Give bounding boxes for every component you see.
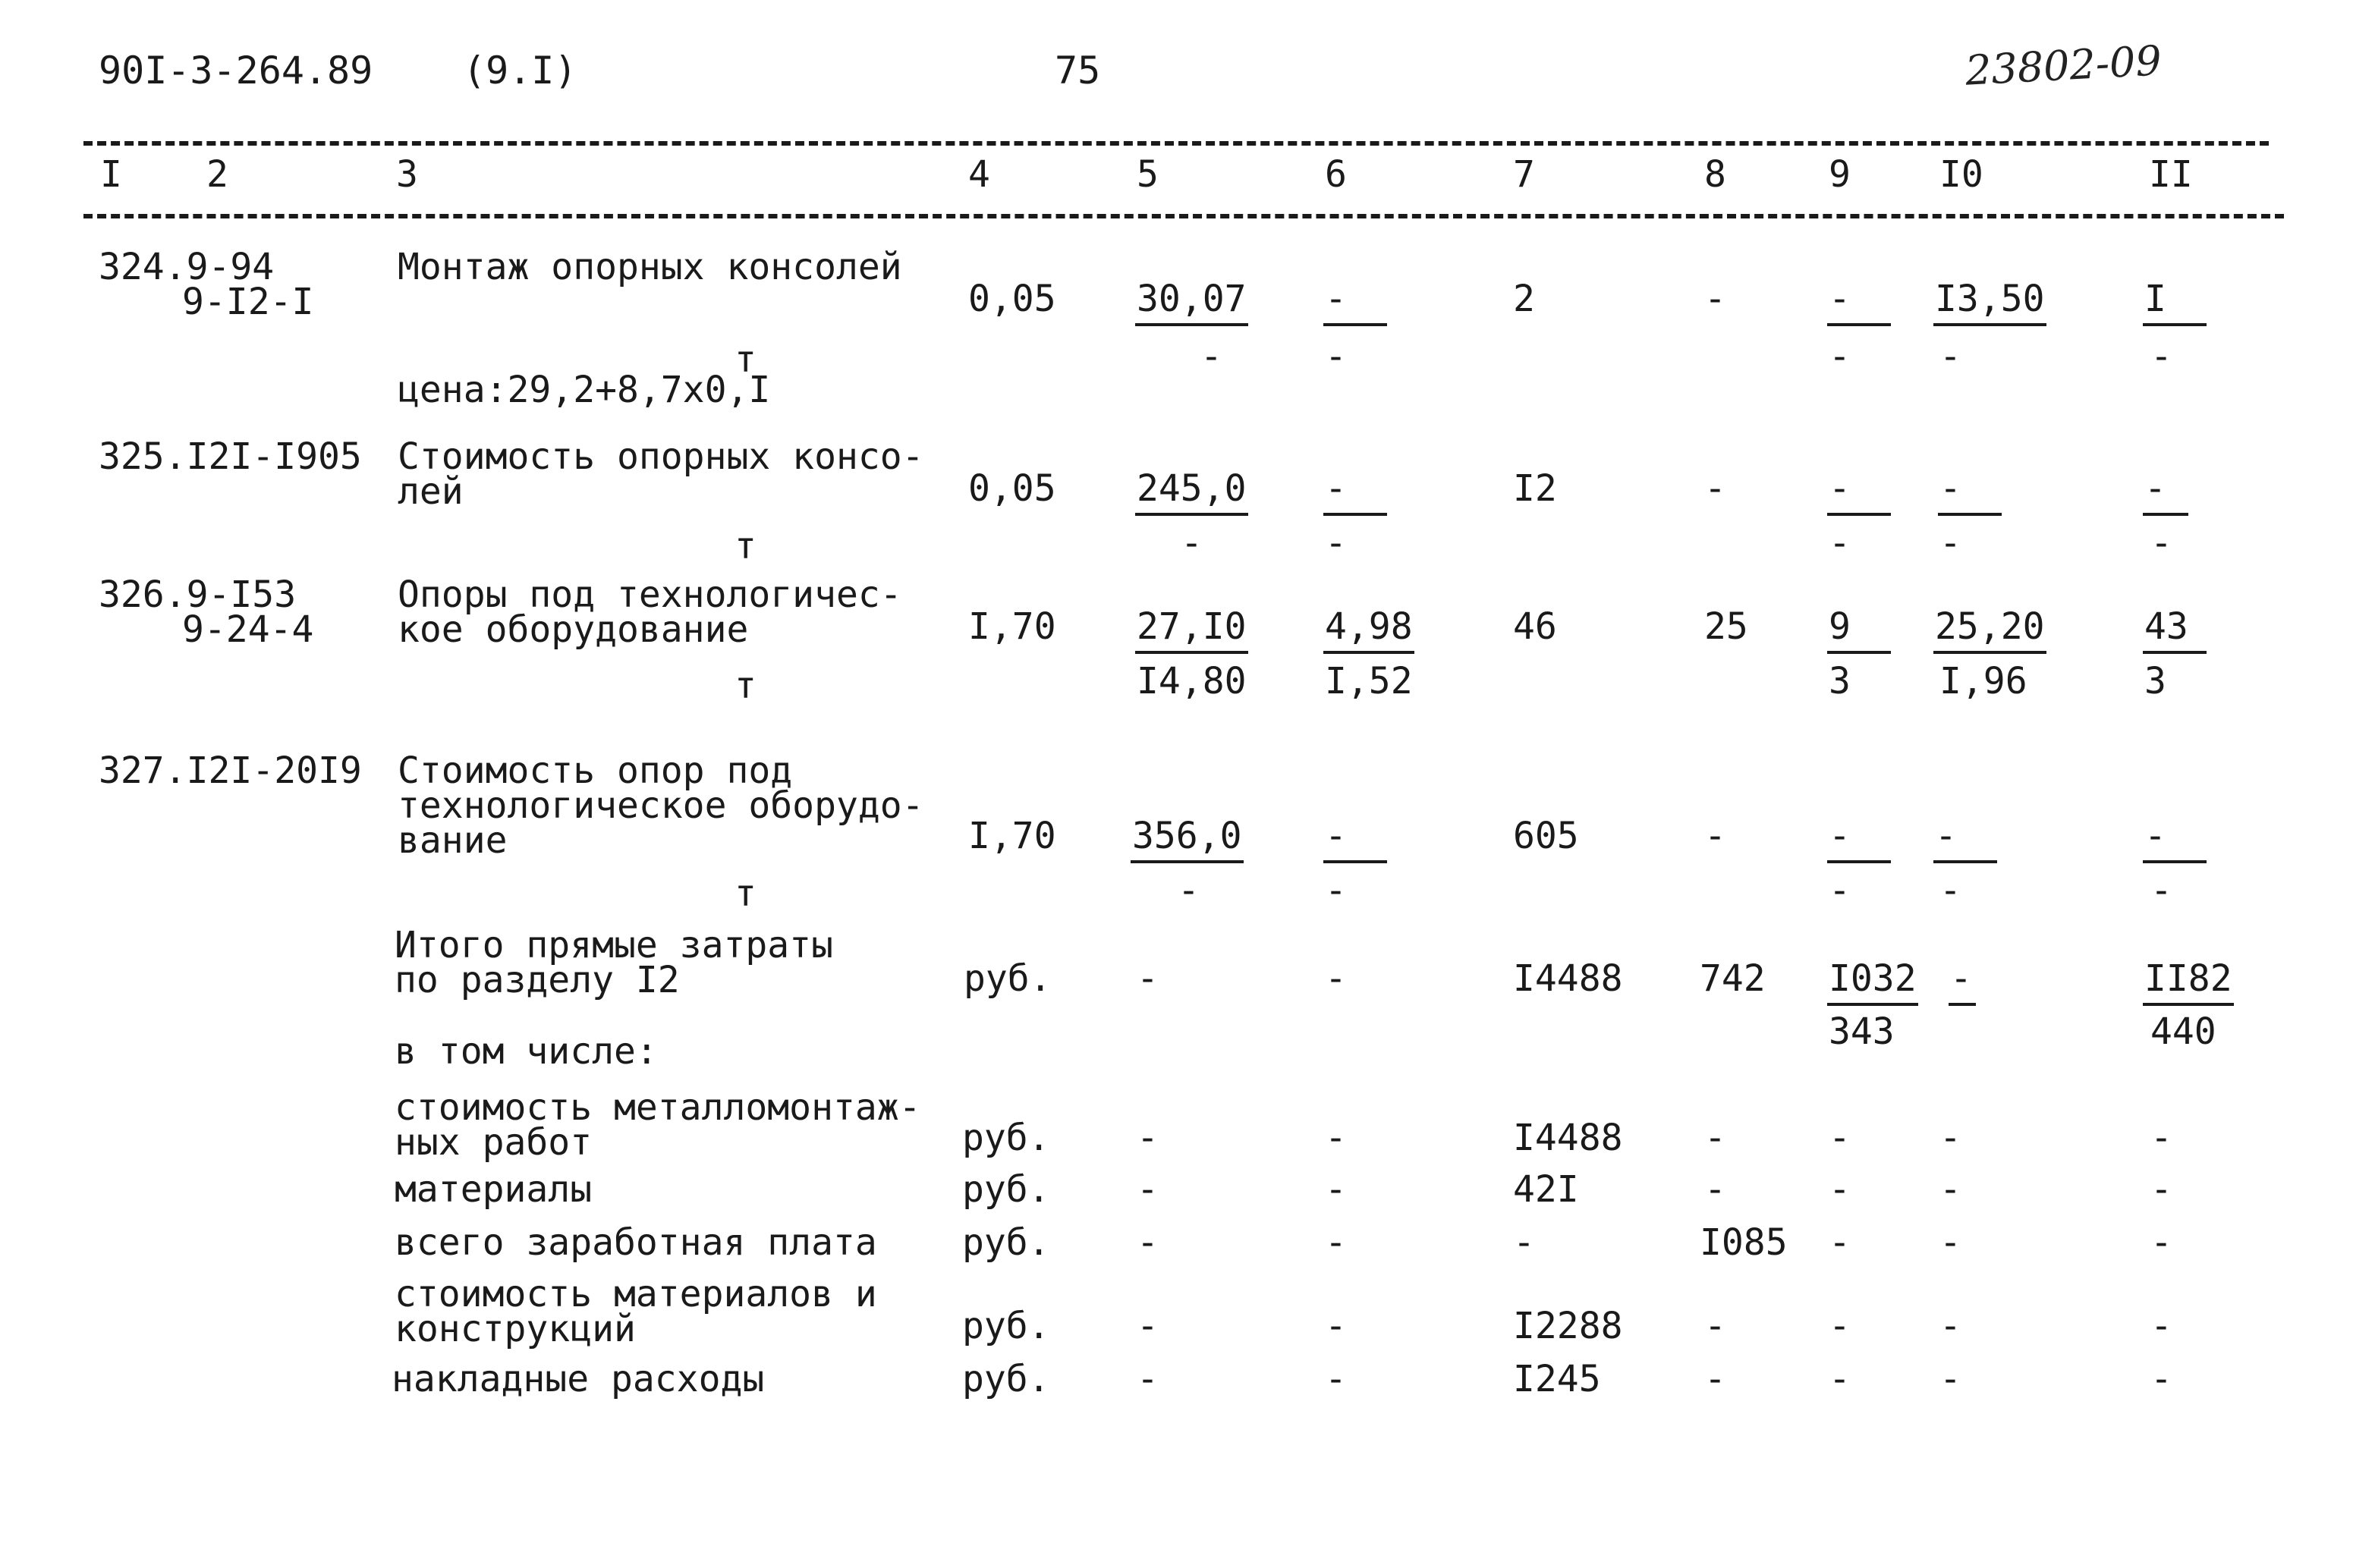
breakdown-name: всего заработная плата	[395, 1221, 877, 1264]
col-header-8: 8	[1704, 153, 1726, 196]
breakdown-col7: I245	[1513, 1358, 1601, 1400]
breakdown-col10: -	[1939, 1117, 1961, 1159]
handwritten-stamp: 23802-09	[1964, 36, 2163, 95]
breakdown-col8: -	[1704, 1168, 1726, 1211]
breakdown-col9: -	[1829, 1358, 1851, 1400]
col10-value: 25,20	[1935, 605, 2045, 648]
breakdown-col5: -	[1137, 1168, 1159, 1211]
breakdown-col5: -	[1137, 1221, 1159, 1264]
totals-col9-sub: 343	[1829, 1010, 1895, 1053]
col7-value: 46	[1513, 605, 1557, 648]
breakdown-unit: руб.	[962, 1117, 1050, 1159]
row-name-cont: технологическое оборудо-	[398, 784, 924, 827]
col6-sub: -	[1325, 522, 1347, 564]
col5-sub: I4,80	[1137, 660, 1247, 702]
col10-sub: I,96	[1939, 660, 2027, 702]
row-code: 325.I2I-I905	[99, 435, 362, 478]
breakdown-col5: -	[1137, 1117, 1159, 1159]
col-header-9: 9	[1829, 153, 1851, 196]
col7-value: 605	[1513, 815, 1579, 857]
totals-col8: 742	[1700, 957, 1766, 1000]
totals-col7: I4488	[1513, 957, 1623, 1000]
quantity: 0,05	[968, 467, 1056, 510]
col-header-2: 2	[206, 153, 228, 196]
col-header-11: II	[2149, 153, 2193, 196]
breakdown-col6: -	[1325, 1168, 1347, 1211]
unit-mark: т	[735, 872, 757, 915]
col-header-10: I0	[1939, 153, 1983, 196]
totals-col11: II82	[2144, 957, 2232, 1000]
col9-value: -	[1829, 470, 1889, 507]
unit-mark: т	[735, 665, 757, 707]
col9-value: -	[1829, 818, 1889, 854]
col8-value: -	[1704, 815, 1726, 857]
breakdown-col6: -	[1325, 1117, 1347, 1159]
breakdown-name: накладные расходы	[392, 1358, 765, 1400]
breakdown-col10: -	[1939, 1305, 1961, 1347]
col5-sub: -	[1200, 335, 1222, 378]
col-header-1: I	[100, 153, 122, 196]
row-code: 324.9-94	[99, 246, 275, 288]
breakdown-col8: -	[1704, 1305, 1726, 1347]
col6-sub: I,52	[1325, 660, 1413, 702]
unit-mark: т	[735, 525, 757, 567]
breakdown-col11: -	[2150, 1305, 2172, 1347]
col6-sub: -	[1325, 869, 1347, 912]
breakdown-col9: -	[1829, 1168, 1851, 1211]
col9-sub: -	[1829, 335, 1851, 378]
col10-sub: -	[1939, 869, 1961, 912]
col11-value: 43	[2144, 608, 2205, 645]
col11-value: -	[2144, 818, 2205, 854]
breakdown-col9: -	[1829, 1117, 1851, 1159]
col7-value: 2	[1513, 278, 1535, 320]
row-name: Стоимость опорных консо-	[398, 435, 924, 478]
row-name: Опоры под технологичес-	[398, 573, 902, 616]
col-header-6: 6	[1325, 153, 1347, 196]
section-number: (9.I)	[463, 49, 577, 93]
breakdown-col7: I2288	[1513, 1305, 1623, 1347]
breakdown-col10: -	[1939, 1168, 1961, 1211]
breakdown-col8: I085	[1700, 1221, 1788, 1264]
including-label: в том числе:	[395, 1030, 658, 1073]
breakdown-col11: -	[2150, 1358, 2172, 1400]
breakdown-col10: -	[1939, 1221, 1961, 1264]
totals-col10: -	[1950, 960, 1974, 997]
col11-sub: -	[2150, 522, 2172, 564]
breakdown-name-cont: ных работ	[395, 1121, 593, 1164]
breakdown-col6: -	[1325, 1221, 1347, 1264]
col-header-5: 5	[1137, 153, 1159, 196]
col11-sub: 3	[2144, 660, 2166, 702]
col10-sub: -	[1939, 522, 1961, 564]
quantity: I,70	[968, 815, 1056, 857]
col11-sub: -	[2150, 869, 2172, 912]
row-name: Стоимость опор под	[398, 749, 793, 792]
col6-value: 4,98	[1325, 605, 1413, 648]
unit-mark: т	[735, 338, 757, 381]
breakdown-col11: -	[2150, 1168, 2172, 1211]
col6-value: -	[1325, 470, 1386, 507]
header-top-rule	[83, 141, 2269, 146]
col8-value: -	[1704, 278, 1726, 320]
row-subcode: 9-24-4	[182, 608, 314, 651]
price-note: цена:29,2+8,7x0,I	[398, 369, 771, 411]
row-code: 327.I2I-20I9	[99, 749, 362, 792]
breakdown-col6: -	[1325, 1305, 1347, 1347]
breakdown-unit: руб.	[962, 1358, 1050, 1400]
breakdown-unit: руб.	[962, 1221, 1050, 1264]
breakdown-col9: -	[1829, 1221, 1851, 1264]
row-code: 326.9-I53	[99, 573, 297, 616]
col7-value: I2	[1513, 467, 1557, 510]
col10-value: I3,50	[1935, 278, 2045, 320]
breakdown-col7: 42I	[1513, 1168, 1579, 1211]
col10-sub: -	[1939, 335, 1961, 378]
page-number: 75	[1055, 49, 1101, 93]
document-code: 90I-3-264.89	[99, 49, 373, 93]
col-header-3: 3	[396, 153, 418, 196]
row-subcode: 9-I2-I	[182, 281, 314, 323]
col10-value: -	[1939, 470, 2000, 507]
breakdown-name: материалы	[395, 1168, 593, 1211]
breakdown-col11: -	[2150, 1221, 2172, 1264]
totals-title-cont: по разделу I2	[395, 959, 680, 1001]
col9-value: -	[1829, 281, 1889, 317]
row-name: Монтаж опорных консолей	[398, 246, 902, 288]
col9-sub: -	[1829, 522, 1851, 564]
col8-value: -	[1704, 467, 1726, 510]
breakdown-col5: -	[1137, 1358, 1159, 1400]
col-header-4: 4	[968, 153, 990, 196]
totals-col6: -	[1325, 957, 1347, 1000]
breakdown-name: стоимость металломонтаж-	[395, 1086, 921, 1129]
breakdown-unit: руб.	[962, 1305, 1050, 1347]
quantity: 0,05	[968, 278, 1056, 320]
breakdown-col10: -	[1939, 1358, 1961, 1400]
breakdown-name: стоимость материалов и	[395, 1273, 877, 1315]
col11-value: -	[2144, 470, 2187, 507]
col5-value: 356,0	[1132, 815, 1242, 857]
header-bottom-rule	[83, 214, 2284, 218]
totals-title: Итого прямые затраты	[395, 924, 833, 966]
row-name-cont: кое оборудование	[398, 608, 749, 651]
col11-value: I	[2144, 281, 2205, 317]
breakdown-col8: -	[1704, 1358, 1726, 1400]
col5-sub: -	[1178, 869, 1200, 912]
breakdown-unit: руб.	[962, 1168, 1050, 1211]
col5-value: 30,07	[1137, 278, 1247, 320]
totals-col9: I032	[1829, 957, 1917, 1000]
col5-value: 27,I0	[1137, 605, 1247, 648]
col5-sub: -	[1181, 522, 1203, 564]
totals-unit: руб.	[964, 957, 1052, 1000]
totals-col11-sub: 440	[2150, 1010, 2216, 1053]
col5-value: 245,0	[1137, 467, 1247, 510]
col6-value: -	[1325, 818, 1386, 854]
col11-sub: -	[2150, 335, 2172, 378]
breakdown-col6: -	[1325, 1358, 1347, 1400]
breakdown-col7: I4488	[1513, 1117, 1623, 1159]
col6-value: -	[1325, 281, 1386, 317]
breakdown-col11: -	[2150, 1117, 2172, 1159]
breakdown-col8: -	[1704, 1117, 1726, 1159]
quantity: I,70	[968, 605, 1056, 648]
col9-value: 9	[1829, 608, 1889, 645]
col9-sub: 3	[1829, 660, 1851, 702]
col-header-7: 7	[1513, 153, 1535, 196]
row-name-cont: лей	[398, 470, 464, 513]
totals-col5: -	[1137, 957, 1159, 1000]
col6-sub: -	[1325, 335, 1347, 378]
col8-value: 25	[1704, 605, 1748, 648]
breakdown-col7: -	[1513, 1221, 1535, 1264]
col9-sub: -	[1829, 869, 1851, 912]
col10-value: -	[1935, 818, 1996, 854]
breakdown-col5: -	[1137, 1305, 1159, 1347]
breakdown-col9: -	[1829, 1305, 1851, 1347]
row-name-cont2: вание	[398, 819, 508, 862]
breakdown-name-cont: конструкций	[395, 1308, 636, 1350]
